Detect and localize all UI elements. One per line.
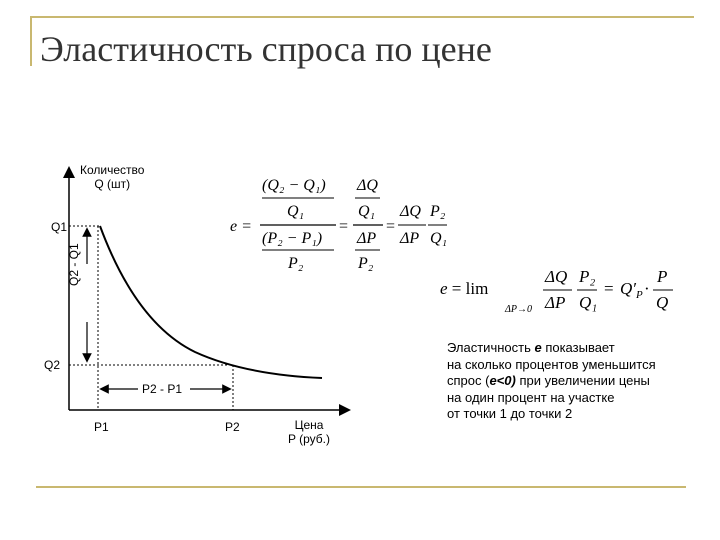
formula-e-label: e = (230, 218, 252, 235)
dp-label: P2 - P1 (142, 382, 183, 396)
svg-text:=: = (604, 279, 614, 298)
explanation-line-4: на один процент на участке (447, 389, 615, 405)
svg-text:Q: Q (656, 293, 669, 312)
svg-text:ΔP: ΔP (545, 293, 566, 312)
svg-text:P₂: P₂ (358, 255, 374, 272)
svg-text:P: P (657, 267, 668, 286)
svg-text:·: · (644, 279, 650, 298)
svg-text:P₂: P₂ (288, 255, 304, 272)
elasticity-explanation (447, 340, 656, 423)
svg-text:(P₂ − P₁): (P₂ − P₁) (262, 230, 323, 247)
formula-arc-elasticity (230, 177, 447, 272)
p1-label: P1 (94, 420, 109, 434)
svg-text:ΔP: ΔP (400, 230, 420, 247)
svg-text:Q₁: Q₁ (287, 203, 305, 220)
svg-text:Q′P: $Q'_P$ (620, 279, 643, 301)
svg-text:Q₁: Q₁ (579, 293, 598, 312)
svg-text:e = lim: e = lim (440, 279, 489, 298)
dq-label: Q2 - Q1 (67, 243, 81, 286)
formula-point-elasticity (440, 267, 673, 315)
svg-text:ΔP→0: ΔP→0 (505, 304, 532, 315)
q1-label: Q1 (51, 220, 68, 234)
explanation-line-1: Эластичность e показывает (447, 340, 615, 355)
explanation-line-2: на сколько процентов уменьшится (447, 356, 656, 372)
y-axis-label: Количество Q (шт) (80, 163, 145, 191)
svg-text:ΔQ: ΔQ (400, 203, 421, 220)
svg-text:Q₁: Q₁ (430, 230, 448, 247)
q2-label: Q2 (44, 358, 61, 372)
explanation-line-3: спрос (e<0) при увеличении цены (447, 373, 650, 388)
p2-label: P2 (225, 420, 240, 434)
svg-text:P₂: P₂ (579, 267, 596, 286)
svg-text:=: = (339, 218, 349, 235)
svg-text:P₂: P₂ (430, 203, 446, 220)
svg-text:ΔP: ΔP (357, 230, 377, 247)
svg-text:ΔQ: ΔQ (357, 177, 378, 194)
x-axis-label: Цена P (руб.) (288, 418, 330, 446)
svg-text:Q₁: Q₁ (358, 203, 376, 220)
svg-text:=: = (386, 218, 396, 235)
slide-title: Эластичность спроса по цене (40, 29, 492, 69)
svg-text:(Q₂ − Q₁): (Q₂ − Q₁) (262, 177, 326, 194)
explanation-line-5: от точки 1 до точки 2 (447, 406, 573, 421)
svg-text:ΔQ: ΔQ (545, 267, 568, 286)
demand-curve (100, 226, 322, 378)
